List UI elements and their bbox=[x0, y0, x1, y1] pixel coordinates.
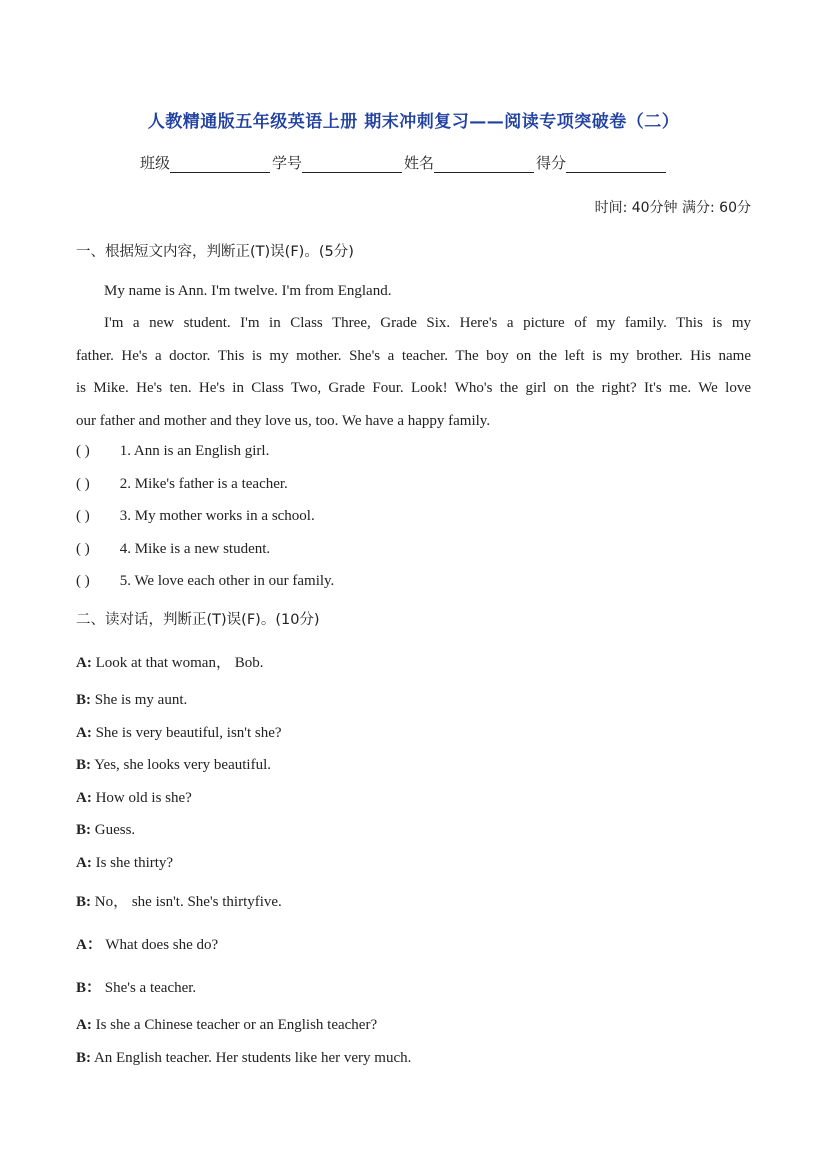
speaker-label: B: bbox=[76, 692, 91, 708]
question-text: 5. We love each other in our family. bbox=[119, 573, 335, 589]
answer-bracket[interactable]: ( ) bbox=[76, 476, 90, 492]
student-info-fields bbox=[140, 152, 668, 173]
dialogue-line bbox=[76, 855, 173, 872]
dialogue-text: She is very beautiful, isn't she? bbox=[95, 725, 282, 741]
question-item bbox=[76, 508, 315, 525]
answer-bracket[interactable]: ( ) bbox=[76, 443, 90, 459]
speaker-label: A： bbox=[76, 937, 102, 953]
speaker-label: A: bbox=[76, 790, 92, 806]
answer-bracket[interactable]: ( ) bbox=[76, 508, 90, 524]
score-blank[interactable] bbox=[566, 156, 666, 173]
score-field bbox=[536, 152, 668, 173]
question-item bbox=[76, 476, 288, 493]
dialogue-text: An English teacher. Her students like her very much. bbox=[93, 1050, 412, 1066]
dialogue-line bbox=[76, 822, 135, 839]
question-item bbox=[76, 573, 334, 590]
question-text: 3. My mother works in a school. bbox=[119, 508, 315, 524]
dialogue-text: What does she do? bbox=[105, 937, 219, 953]
speaker-label: B: bbox=[76, 822, 91, 838]
answer-bracket[interactable]: ( ) bbox=[76, 573, 90, 589]
dialogue-line bbox=[76, 651, 263, 672]
speaker-label: A: bbox=[76, 1017, 92, 1033]
speaker-label: B： bbox=[76, 980, 102, 996]
passage-line: our father and mother and they love us, too. We have a happy family. bbox=[76, 413, 491, 429]
student-id-field bbox=[272, 152, 404, 173]
dialogue-line bbox=[76, 1017, 377, 1034]
speaker-label: B: bbox=[76, 894, 91, 910]
dialogue-line bbox=[76, 933, 218, 954]
time-score-info: 时间: 40分钟 满分: 60分 bbox=[594, 200, 751, 216]
passage-line: is Mike. He's ten. He's in Class Two, Grade Four. Look! Who's the girl on the right? It's me. We love bbox=[76, 380, 751, 396]
question-item bbox=[76, 541, 270, 558]
name-field bbox=[404, 152, 536, 173]
speaker-label: A: bbox=[76, 725, 92, 741]
speaker-label: A: bbox=[76, 655, 92, 671]
dialogue-text: Guess. bbox=[94, 822, 136, 838]
speaker-label: B: bbox=[76, 757, 91, 773]
dialogue-text: Look at that woman， Bob. bbox=[95, 655, 264, 671]
dialogue-line bbox=[76, 725, 282, 742]
dialogue-text: Yes, she looks very beautiful. bbox=[94, 757, 271, 773]
score-label: 得分 bbox=[536, 154, 567, 172]
question-item bbox=[76, 443, 269, 460]
dialogue-text: Is she thirty? bbox=[95, 855, 174, 871]
dialogue-line bbox=[76, 692, 187, 709]
section1-heading: 一、根据短文内容，判断正(T)误(F)。(5分) bbox=[76, 244, 354, 260]
dialogue-line bbox=[76, 1050, 411, 1067]
dialogue-text: No， she isn't. She's thirtyfive. bbox=[94, 894, 282, 910]
passage-line: father. He's a doctor. This is my mother. She's a teacher. The boy on the left is my brother. His name bbox=[76, 348, 751, 364]
question-text: 2. Mike's father is a teacher. bbox=[119, 476, 288, 492]
dialogue-line bbox=[76, 790, 192, 807]
page-title: 人教精通版五年级英语上册 期末冲刺复习——阅读专项突破卷（二） bbox=[147, 112, 680, 132]
dialogue-text: She is my aunt. bbox=[94, 692, 188, 708]
answer-bracket[interactable]: ( ) bbox=[76, 541, 90, 557]
dialogue-text: How old is she? bbox=[95, 790, 192, 806]
student-id-blank[interactable] bbox=[302, 156, 402, 173]
speaker-label: B: bbox=[76, 1050, 91, 1066]
dialogue-line bbox=[76, 976, 196, 997]
name-blank[interactable] bbox=[434, 156, 534, 173]
name-label: 姓名 bbox=[404, 154, 435, 172]
dialogue-text: She's a teacher. bbox=[104, 980, 197, 996]
question-text: 1. Ann is an English girl. bbox=[119, 443, 270, 459]
speaker-label: A: bbox=[76, 855, 92, 871]
question-text: 4. Mike is a new student. bbox=[119, 541, 271, 557]
dialogue-line bbox=[76, 890, 282, 911]
dialogue-line bbox=[76, 757, 271, 774]
class-field bbox=[140, 152, 272, 173]
class-label: 班级 bbox=[140, 154, 171, 172]
section2-heading: 二、读对话，判断正(T)误(F)。(10分) bbox=[76, 612, 320, 628]
passage-line: I'm a new student. I'm in Class Three, Grade Six. Here's a picture of my family. This is my bbox=[104, 315, 751, 331]
student-id-label: 学号 bbox=[272, 154, 303, 172]
passage-line: My name is Ann. I'm twelve. I'm from England. bbox=[104, 283, 392, 299]
class-blank[interactable] bbox=[170, 156, 270, 173]
dialogue-text: Is she a Chinese teacher or an English teacher? bbox=[95, 1017, 378, 1033]
